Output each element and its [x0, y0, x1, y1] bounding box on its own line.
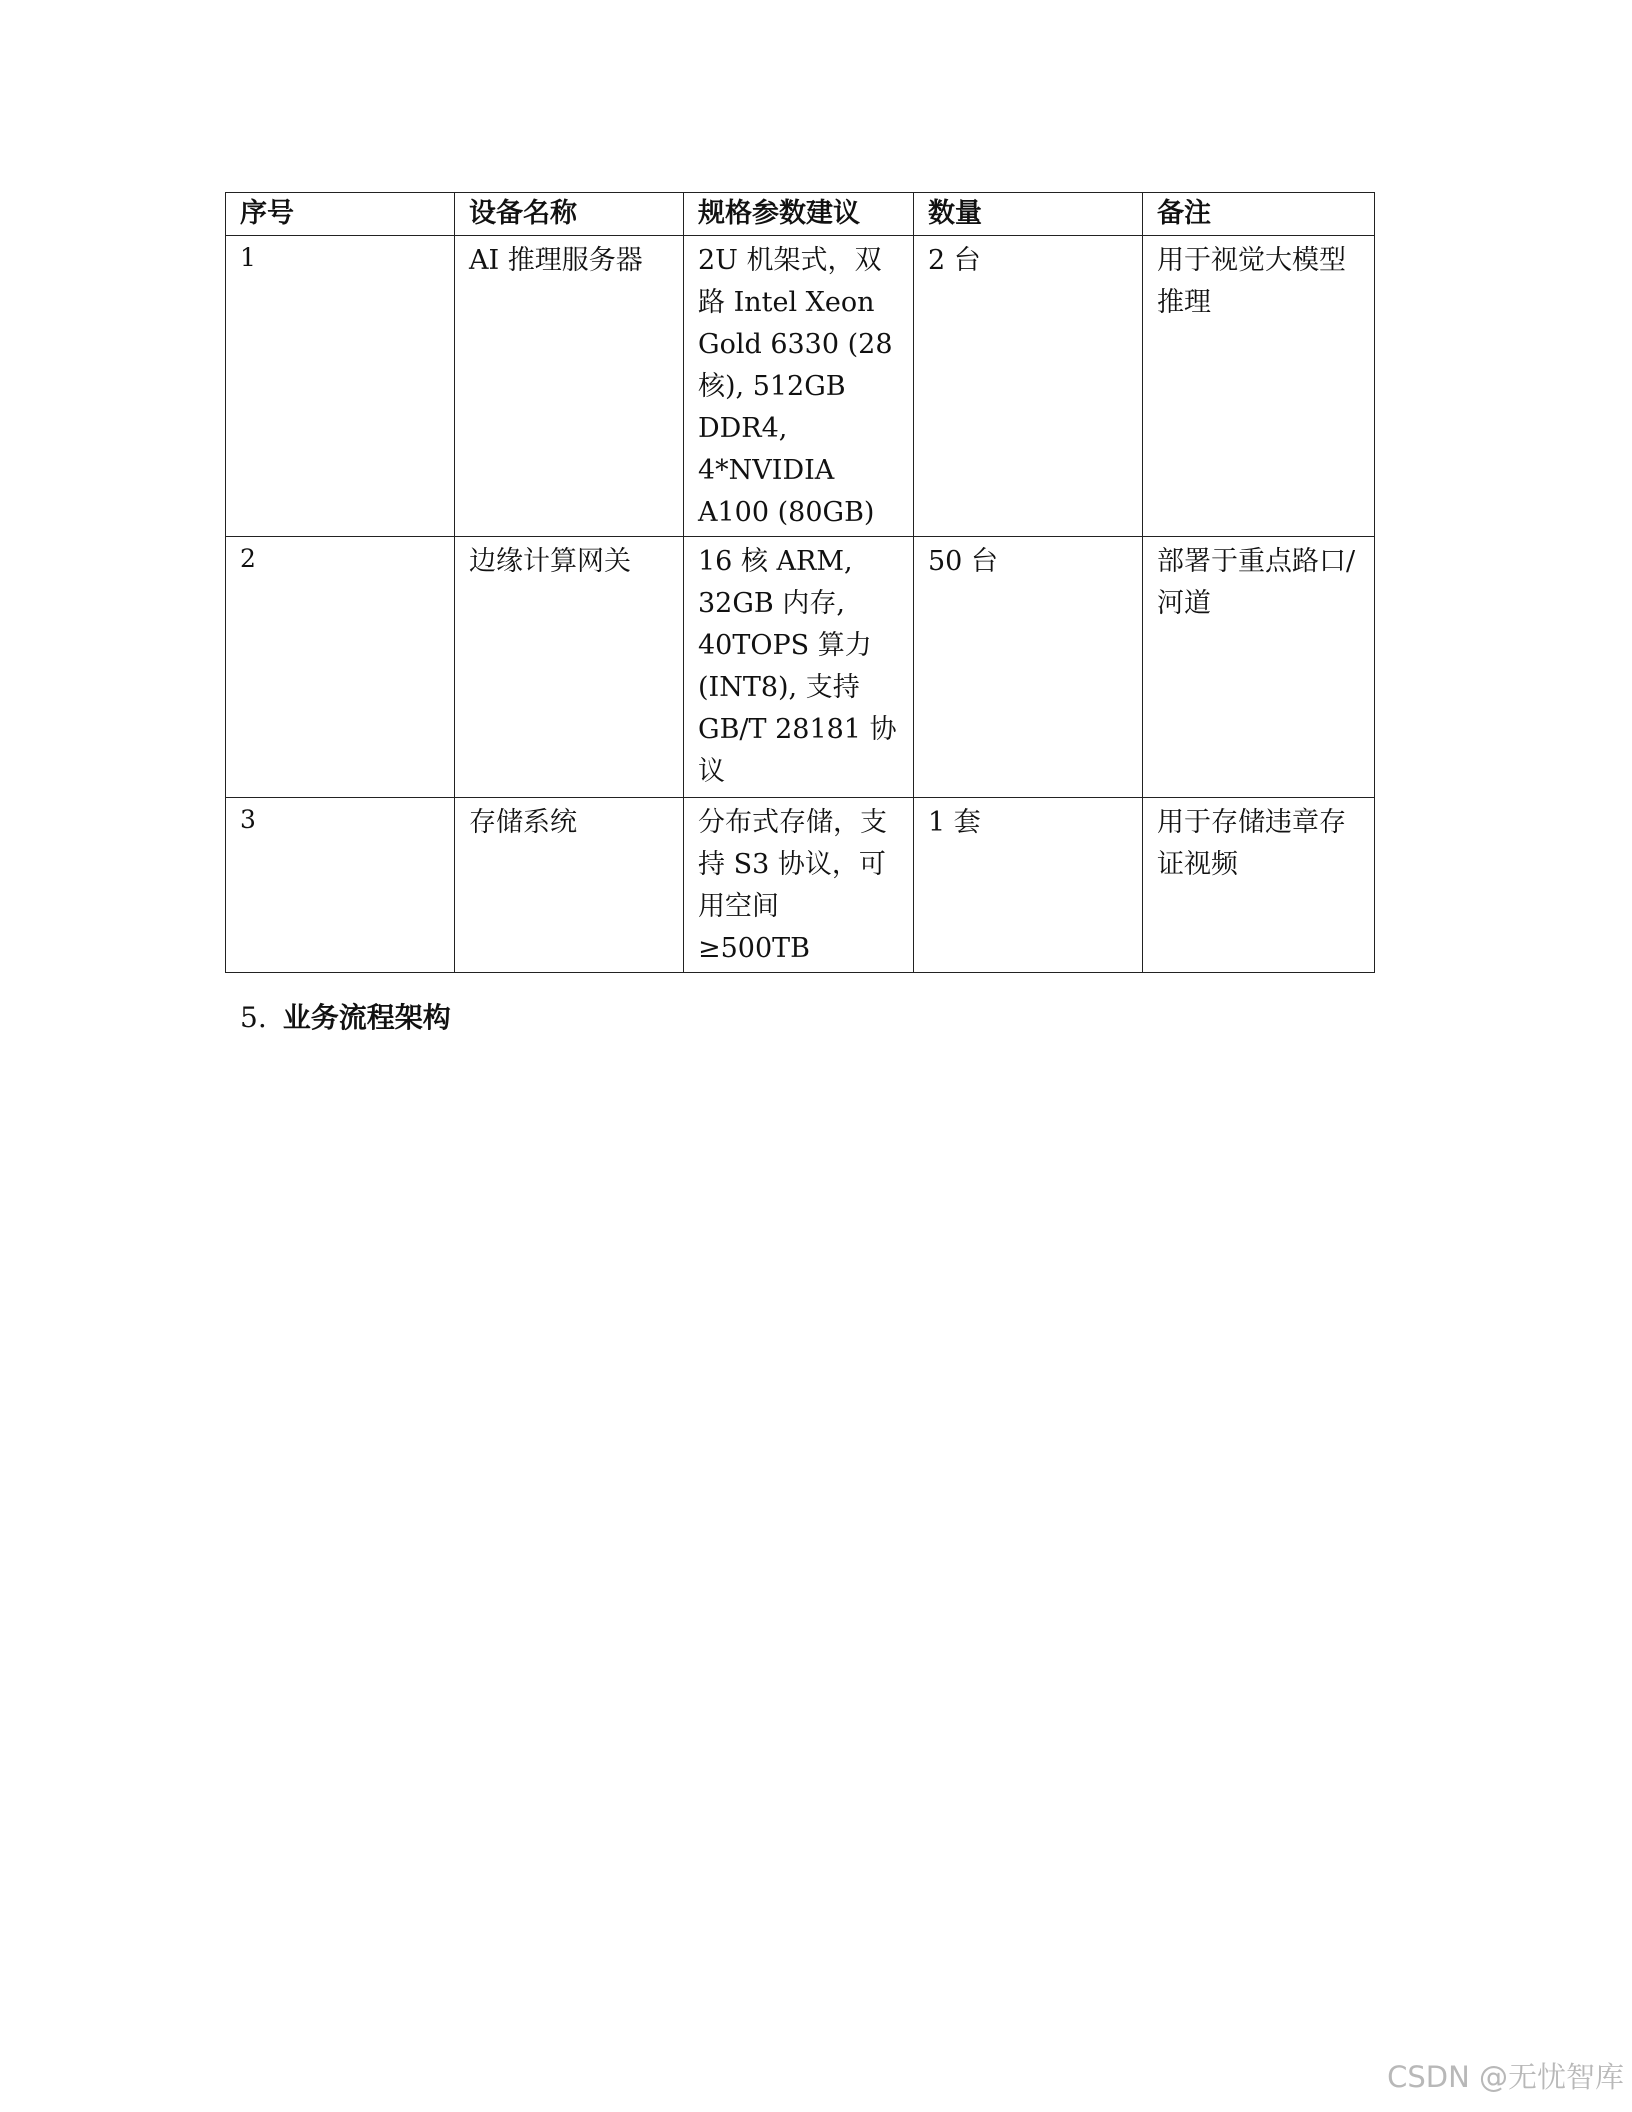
- header-spec: 规格参数建议: [684, 193, 914, 236]
- header-note: 备注: [1143, 193, 1375, 236]
- section-heading: [240, 996, 451, 1036]
- cell-device-name: AI 推理服务器: [455, 236, 684, 537]
- cell-note: 部署于重点路口/河道: [1143, 537, 1375, 798]
- section-title: 业务流程架构: [282, 1001, 451, 1034]
- cell-spec: 分布式存储，支持 S3 协议，可用空间 ≥500TB: [684, 798, 914, 973]
- table-row: [226, 236, 1375, 537]
- table-header-row: [226, 193, 1375, 236]
- cell-note: 用于存储违章存证视频: [1143, 798, 1375, 973]
- section-number: 5.: [240, 1001, 267, 1034]
- cell-device-name: 边缘计算网关: [455, 537, 684, 798]
- table-row: [226, 537, 1375, 798]
- cell-spec: 16 核 ARM, 32GB 内存, 40TOPS 算力 (INT8), 支持 GB/T 28181 协议: [684, 537, 914, 798]
- cell-spec: 2U 机架式，双路 Intel Xeon Gold 6330 (28 核), 512GB DDR4, 4*NVIDIA A100 (80GB): [684, 236, 914, 537]
- cell-quantity: 1 套: [914, 798, 1143, 973]
- cell-index: 1: [226, 236, 455, 537]
- table-row: [226, 798, 1375, 973]
- equipment-spec-table: [225, 192, 1375, 973]
- header-device-name: 设备名称: [455, 193, 684, 236]
- cell-index: 2: [226, 537, 455, 798]
- cell-index: 3: [226, 798, 455, 973]
- watermark: CSDN @无忧智库: [1387, 2060, 1624, 2094]
- cell-quantity: 50 台: [914, 537, 1143, 798]
- header-quantity: 数量: [914, 193, 1143, 236]
- header-index: 序号: [226, 193, 455, 236]
- cell-device-name: 存储系统: [455, 798, 684, 973]
- cell-quantity: 2 台: [914, 236, 1143, 537]
- cell-note: 用于视觉大模型推理: [1143, 236, 1375, 537]
